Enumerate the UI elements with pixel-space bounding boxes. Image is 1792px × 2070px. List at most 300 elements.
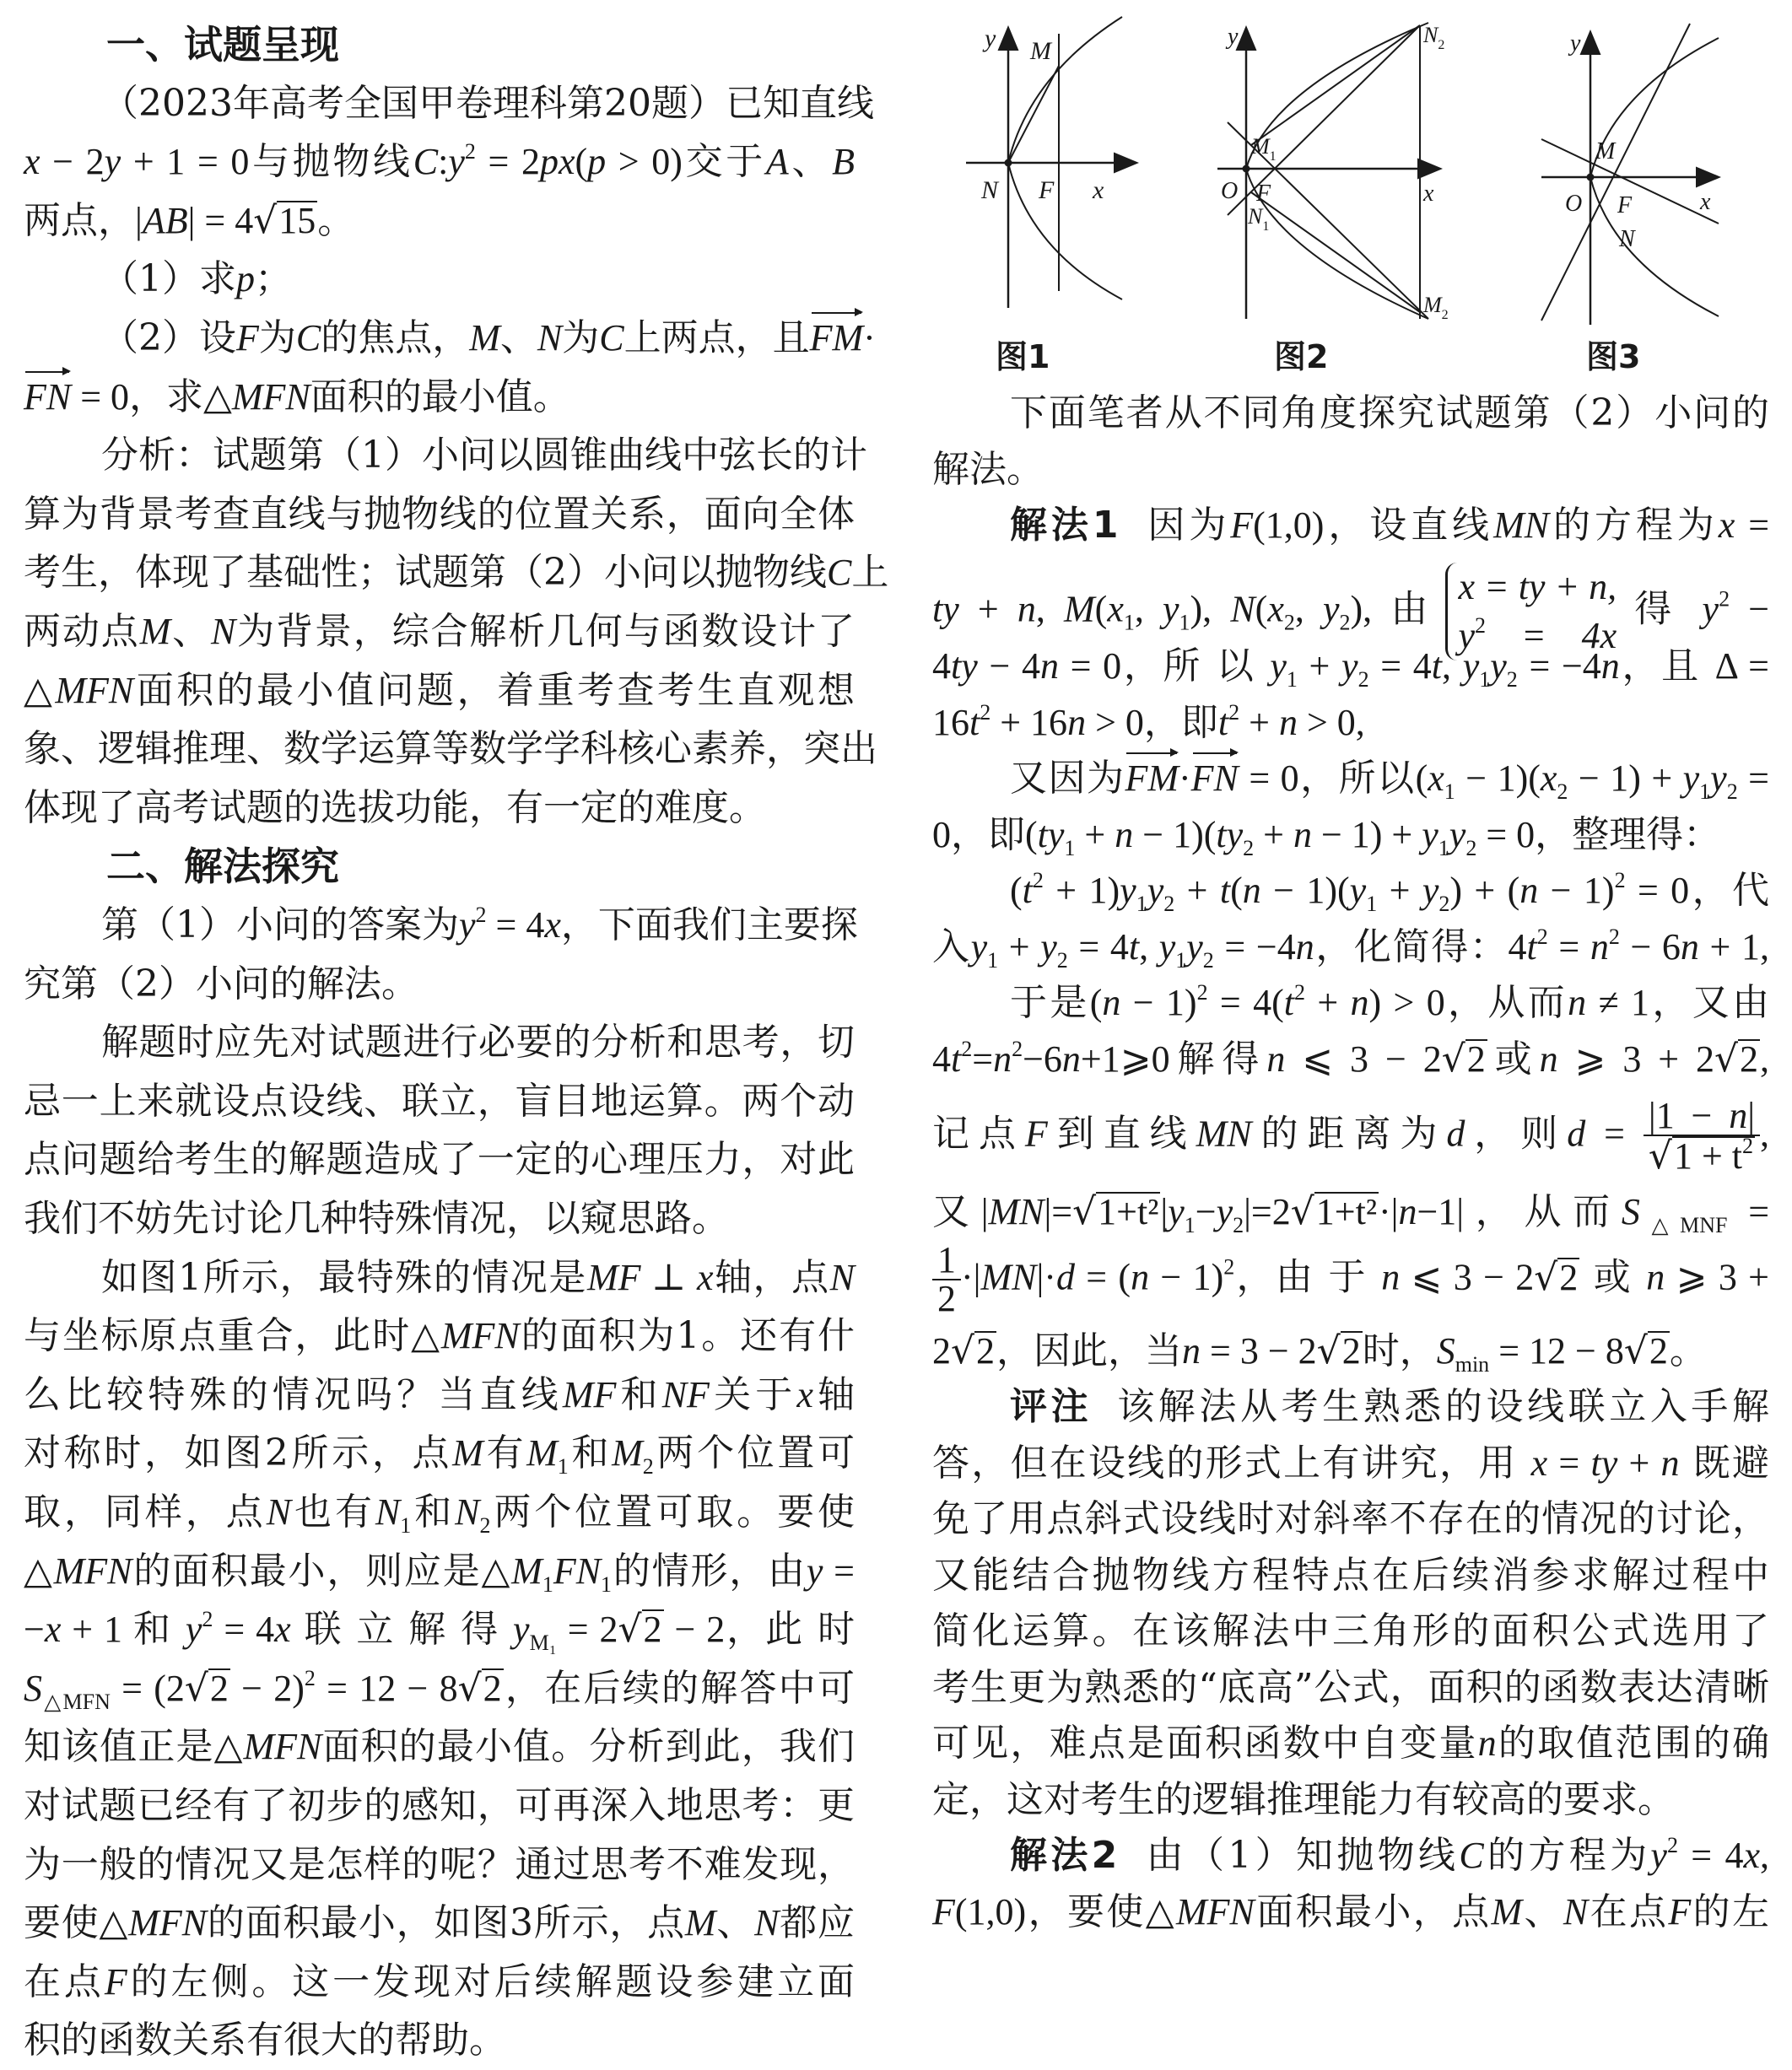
math-var: n — [1131, 1256, 1150, 1298]
math-text: ( — [1089, 982, 1103, 1023]
math-var: n — [1061, 1038, 1081, 1080]
math-text: > 0 — [1086, 701, 1144, 743]
math-var: F — [236, 317, 259, 358]
math-var: n — [1039, 645, 1059, 687]
text-run: 和 — [568, 1431, 613, 1475]
math-text: + 16 — [990, 701, 1068, 743]
text-line — [24, 1953, 855, 2012]
text-line — [932, 1239, 1769, 1319]
text-run: 么比较特殊的情况吗？当直线 — [24, 1372, 563, 1416]
superscript: 2 — [961, 1036, 973, 1061]
math-var: MFN — [128, 1902, 208, 1944]
sqrt-icon: √ — [184, 1666, 208, 1710]
text-run: 为 — [258, 316, 296, 359]
math-var: C — [599, 317, 624, 358]
sqrt-expression — [1291, 1191, 1379, 1232]
math-var: M — [526, 1432, 558, 1474]
label-n1: $N_1$ — [1248, 204, 1270, 234]
math-var: y — [806, 1550, 823, 1592]
math-text: ·| — [961, 1256, 981, 1298]
text-line — [24, 602, 855, 661]
math-var: x — [1743, 1835, 1760, 1876]
math-var: y — [1650, 1835, 1667, 1876]
text-line — [24, 309, 876, 368]
text-run: 的面积最小，如图3所示，点 — [207, 1901, 685, 1945]
text-line — [24, 661, 855, 720]
text-run: 定，这对考生的逻辑推理能力有较高的要求。 — [932, 1777, 1675, 1821]
text-run: 两个位置可取。要使 — [490, 1491, 856, 1534]
text-run: ，在后续的解答中可 — [503, 1666, 856, 1710]
math-var: MF — [586, 1256, 641, 1298]
text-run: 的面积最小，则应是△ — [132, 1549, 512, 1593]
sqrt-expression — [951, 1330, 996, 1372]
text-line — [932, 440, 1769, 499]
math-var: F — [1024, 1113, 1048, 1155]
subscript: 1 — [1184, 1212, 1196, 1237]
superscript: 2 — [202, 1607, 213, 1632]
text-run: 分析：试题第（1）小问以圆锥曲线中弦长的计 — [101, 434, 867, 477]
math-var: N — [455, 1491, 480, 1533]
math-var: n — [1067, 701, 1087, 743]
math-text: , — [1134, 588, 1163, 629]
math-var: y — [1449, 813, 1466, 855]
text-line — [24, 1248, 855, 1307]
text-run: 的距离为 — [1251, 1112, 1447, 1156]
math-var: FN — [553, 1550, 602, 1592]
text-run: 考生，体现了基础性；试题第（2）小问以抛物线 — [24, 551, 827, 595]
math-var: x — [1267, 588, 1284, 629]
math-var: M — [612, 1432, 643, 1474]
text-run: 。 — [1669, 1329, 1707, 1372]
math-var: t — [1217, 701, 1229, 743]
label-y: y — [985, 24, 996, 52]
subscript: 2 — [1283, 610, 1295, 634]
text-run: 答，但在设线的形式上有讲究，用 — [932, 1441, 1531, 1485]
label-y: y — [1570, 30, 1581, 57]
math-text: | — [1160, 1190, 1169, 1232]
math-text: = 12 − 8 — [1489, 1329, 1624, 1372]
math-text: , — [1760, 1113, 1770, 1155]
text-run: 要使△ — [24, 1901, 129, 1945]
math-text: · — [863, 317, 876, 358]
math-var: M — [139, 611, 171, 652]
subscript: 2 — [479, 1513, 491, 1538]
math-text: ⊥ — [640, 1256, 697, 1298]
math-var: d — [1446, 1113, 1465, 1155]
subscript: 2 — [1465, 835, 1477, 860]
text-run: 对试题已经有了初步的感知，可再深入地思考：更 — [24, 1784, 855, 1827]
text-run: ，因此，当 — [996, 1329, 1183, 1372]
text-run: （2023年高考全国甲卷理科第20题）已知直线 — [101, 81, 874, 125]
section-lead: 评注 — [1010, 1385, 1093, 1428]
math-text: ( — [1010, 870, 1023, 911]
sqrt-icon: √ — [1648, 1135, 1672, 1178]
math-var: x — [1428, 757, 1444, 799]
math-var: y — [1462, 645, 1480, 687]
superscript: 2 — [1608, 924, 1620, 949]
text-run: 于是 — [1010, 981, 1090, 1024]
math-text: = 4( — [1207, 982, 1284, 1023]
denominator — [1644, 1134, 1760, 1178]
text-line — [24, 426, 867, 485]
math-text: 16 — [932, 701, 969, 743]
text-run: 联 立 解 得 — [290, 1608, 514, 1652]
label-x: x — [1700, 189, 1711, 215]
line-nf — [1541, 24, 1690, 321]
text-run: 有 — [483, 1431, 527, 1475]
superscript: 2 — [464, 139, 476, 164]
sqrt-expression — [1317, 1330, 1363, 1372]
text-run: 到直线 — [1047, 1112, 1196, 1156]
math-var: N — [1563, 1890, 1589, 1933]
subscript: 2 — [1357, 667, 1369, 692]
text-run: 象、逻辑推理、数学运算等数学学科核心素养，突出 — [24, 727, 877, 771]
math-text: = −4 — [1517, 645, 1601, 687]
math-text: , — [1139, 925, 1159, 968]
math-var: px — [539, 141, 575, 183]
sqrt-expression — [253, 200, 317, 241]
math-text: · — [1178, 757, 1191, 799]
math-var: y — [459, 904, 476, 946]
subscript: 1 — [400, 1513, 412, 1538]
math-text: 0 — [932, 813, 951, 855]
text-line — [932, 1826, 1769, 1885]
math-text: ⩾ 3 + — [1665, 1256, 1769, 1298]
text-run: 交于 — [682, 140, 766, 184]
math-text: = 2 — [556, 1609, 618, 1651]
subscript: 1 — [1444, 779, 1455, 804]
sqrt-radicand: 2 — [643, 1609, 662, 1651]
math-text: +1⩾0 — [1080, 1038, 1170, 1080]
sqrt-icon: √ — [1534, 1255, 1558, 1299]
math-text: + — [1297, 645, 1342, 687]
subscript: 1 — [1123, 610, 1135, 634]
text-run: 时， — [1362, 1329, 1437, 1372]
vector: FM — [810, 309, 864, 368]
sqrt-icon: √ — [951, 1329, 975, 1372]
math-text: ( — [575, 141, 588, 183]
math-var: t — [1219, 870, 1231, 911]
superscript: 2 — [980, 699, 991, 725]
point-n — [1005, 159, 1012, 167]
text-run: 二、解法探究 — [106, 844, 339, 890]
text-run: ，化简得： — [1314, 924, 1509, 968]
text-run: ，由 于 — [1234, 1255, 1382, 1299]
sqrt-radicand: 2 — [209, 1667, 229, 1709]
math-var: t — [1526, 925, 1537, 968]
text-line — [24, 837, 855, 896]
math-var: x — [1718, 504, 1735, 546]
math-text: − 1)( — [1455, 757, 1541, 799]
math-var: y — [1162, 588, 1179, 629]
figure-3-caption: 图3 — [1586, 338, 1641, 375]
text-run: 的左侧。这一发现对后续解题设参建立面 — [127, 1959, 855, 2003]
math-text: − 2) — [229, 1667, 305, 1709]
text-run: ，要使△ — [1026, 1889, 1176, 1933]
math-text: = 0 — [1058, 645, 1122, 687]
text-run: 上两点，且 — [623, 316, 810, 359]
math-text: + — [1377, 870, 1422, 911]
label-m1: $M_1$ — [1251, 134, 1277, 164]
subscript: 1 — [987, 947, 999, 973]
sqrt-icon: √ — [1072, 1189, 1097, 1233]
math-var: MN — [980, 1256, 1037, 1298]
text-line — [932, 384, 1769, 443]
superscript: 2 — [1614, 868, 1626, 892]
text-run: 究第（2）小问的解法。 — [24, 962, 418, 1005]
math-var: n — [1266, 1038, 1286, 1080]
text-run: 。 — [317, 198, 355, 242]
text-run: 为 — [562, 316, 600, 359]
math-text: 2 — [932, 1329, 951, 1372]
text-run: ，代 — [1689, 869, 1769, 912]
math-var: t — [1431, 645, 1443, 687]
math-var: n — [1350, 982, 1369, 1023]
text-run: ，从而 — [1444, 981, 1568, 1024]
section-lead: 解法2 — [1010, 1834, 1118, 1877]
math-text: −6 — [1023, 1038, 1062, 1080]
vector: FM — [1125, 749, 1179, 808]
math-text: = — [1547, 1442, 1591, 1484]
text-run: 与抛物线 — [249, 140, 413, 184]
math-var: n — [1293, 813, 1312, 855]
math-var: n — [1477, 1722, 1497, 1764]
text-line — [932, 637, 1769, 696]
text-run: （2）设 — [101, 316, 236, 359]
text-run: 解得 — [1169, 1037, 1267, 1081]
text-line — [932, 1377, 1769, 1437]
subscript: 2 — [1233, 1212, 1244, 1237]
text-run: 解法。 — [932, 447, 1044, 491]
text-run: 解题时应先对试题进行必要的分析和思考，切 — [101, 1021, 855, 1065]
text-run: △ — [24, 668, 56, 712]
label-o: O — [1221, 178, 1239, 204]
math-text: , — [1294, 588, 1323, 629]
text-run: 对称时，如图2所示，点 — [24, 1431, 453, 1475]
math-var: x — [696, 1256, 714, 1298]
text-run: 简化运算。在该解法中三角形的面积公式选用了 — [932, 1609, 1769, 1652]
math-var: y — [1710, 757, 1727, 799]
text-run: ，设直线 — [1324, 504, 1494, 547]
text-line — [932, 1095, 1770, 1178]
text-line — [24, 779, 855, 838]
math-var: y — [1341, 645, 1358, 687]
math-var: y — [1702, 588, 1719, 629]
superscript: 2 — [1012, 1036, 1023, 1061]
text-line — [24, 485, 855, 544]
math-var: MN — [988, 1190, 1044, 1232]
math-text: ⩽ 3 − 2 — [1285, 1038, 1442, 1080]
text-line — [932, 1183, 1769, 1242]
math-text: |= — [1044, 1190, 1073, 1232]
math-var: y — [970, 925, 988, 968]
sqrt-icon: √ — [1290, 1189, 1314, 1233]
math-var: x — [796, 1373, 813, 1415]
math-text: ), — [1190, 588, 1231, 629]
text-run: 下面笔者从不同角度探究试题第（2）小问的 — [1010, 391, 1769, 434]
math-text: + — [1617, 1442, 1661, 1484]
text-line — [24, 896, 858, 955]
text-run: 为一般的情况又是怎样的呢？通过思考不难发现， — [24, 1842, 855, 1886]
text-run: 轴，点 — [713, 1255, 830, 1299]
superscript: 2 — [1742, 1134, 1754, 1158]
subscript: 2 — [1506, 667, 1518, 692]
math-text: − — [1195, 1190, 1217, 1232]
text-line — [24, 955, 855, 1014]
figure-row — [932, 0, 1769, 388]
math-var: MFN — [440, 1315, 520, 1357]
label-f: F — [1039, 176, 1055, 204]
math-text: , — [1760, 1038, 1770, 1080]
math-text: = — [1727, 1190, 1770, 1232]
text-run: 体现了高考试题的选拔功能，有一定的难度。 — [24, 785, 766, 829]
math-var: NF — [661, 1373, 710, 1415]
text-line — [24, 1836, 855, 1895]
math-text: = — [1735, 504, 1770, 546]
math-text: = ( — [1074, 1256, 1131, 1298]
subscript: 2 — [1243, 835, 1255, 860]
text-run: 一、试题呈现 — [106, 22, 339, 67]
fraction-one-half — [932, 1239, 961, 1319]
text-run: 面积的最小值问题，着重考查考生直观想 — [133, 668, 855, 712]
math-var: x — [544, 904, 561, 946]
math-var: ty — [1216, 813, 1244, 855]
math-var: ty — [951, 645, 978, 687]
text-run: 的方程为 — [1483, 1834, 1651, 1877]
math-var: A — [765, 141, 789, 183]
text-line — [24, 543, 889, 602]
superscript: 2 — [475, 903, 487, 927]
math-var: M — [684, 1902, 716, 1944]
text-run: = 4x — [1486, 614, 1617, 656]
math-text: , — [1035, 588, 1064, 629]
text-run: ，即 — [1143, 700, 1218, 744]
math-text: − 6 — [1619, 925, 1681, 968]
text-line — [24, 74, 874, 133]
subscript: 2 — [1557, 779, 1568, 804]
math-text: − 1) — [1538, 870, 1615, 911]
text-line — [24, 1366, 855, 1425]
text-run: 或 — [1579, 1255, 1647, 1299]
text-run: 因为 — [1143, 504, 1231, 547]
math-var: y — [1682, 757, 1700, 799]
text-run: 两动点 — [24, 610, 140, 653]
sqrt-expression — [1072, 1191, 1160, 1232]
subscript: 1 — [1179, 610, 1190, 634]
label-n2: $N_2$ — [1423, 23, 1445, 52]
text-run: 点问题给考生的解题造成了一定的心理压力，对此 — [24, 1138, 855, 1182]
subscript: 1 — [1438, 835, 1449, 860]
math-var: N — [266, 1491, 292, 1533]
text-run: 两点， — [24, 198, 135, 242]
math-var: y — [1490, 645, 1507, 687]
text-run: |1 − — [1648, 1095, 1730, 1136]
text-line — [24, 1013, 855, 1072]
sqrt-radicand: 1+t² — [1315, 1190, 1378, 1232]
math-text: + — [998, 925, 1041, 968]
sqrt-expression — [1442, 1038, 1487, 1080]
math-var: y — [1186, 925, 1203, 968]
math-text: − 4 — [977, 645, 1040, 687]
math-var: y — [1422, 870, 1439, 911]
subscript: 1 — [557, 1454, 569, 1480]
subscript: 1 — [1366, 892, 1378, 916]
math-text: = 2 — [475, 141, 540, 183]
sqrt-radicand: 2 — [483, 1667, 502, 1709]
math-text: = — [1737, 757, 1769, 799]
math-text: + 1) — [1043, 870, 1120, 911]
text-run: ； — [255, 257, 292, 301]
math-var: B — [832, 141, 855, 183]
superscript: 2 — [1666, 1833, 1678, 1857]
subscript: 1 — [1699, 779, 1711, 804]
math-text: + — [958, 588, 1017, 629]
text-run: 又能结合抛物线方程特点在后续消参求解过程中 — [932, 1553, 1769, 1597]
math-var: n — [1519, 870, 1539, 911]
math-var: y — [1158, 925, 1176, 968]
math-var: n — [1568, 982, 1587, 1023]
text-run: 在点 — [1588, 1889, 1669, 1933]
math-var: C — [295, 317, 321, 358]
text-run: 与坐标原点重合，此时△ — [24, 1314, 441, 1358]
math-var: y — [1323, 588, 1340, 629]
text-run: | — [1747, 1095, 1756, 1136]
text-run: 、 — [788, 140, 833, 184]
math-text: ), — [1350, 588, 1391, 629]
text-run: 的焦点， — [321, 316, 470, 359]
text-run: 的取值范围的确 — [1496, 1722, 1770, 1765]
subscript: △MFN — [42, 1689, 111, 1714]
math-text: : — [438, 141, 449, 183]
subscript: min — [1455, 1351, 1490, 1377]
sqrt-expression — [1534, 1257, 1579, 1298]
math-var: F — [932, 1890, 955, 1933]
math-var: M — [511, 1550, 542, 1592]
sqrt-radicand: 1+t² — [1098, 1190, 1159, 1232]
math-text: = — [823, 1550, 855, 1592]
math-text: − 1) — [1149, 1256, 1224, 1298]
text-line — [24, 1659, 855, 1718]
text-run: 忌一上来就设点设线、联立，盲目地运算。两个动 — [24, 1079, 855, 1123]
section-lead: 解法1 — [1010, 504, 1119, 547]
text-run: 上 — [851, 551, 889, 595]
text-line — [24, 1542, 855, 1601]
text-run: ，求△ — [129, 375, 232, 418]
label-y: y — [1228, 24, 1239, 50]
text-line — [24, 1776, 855, 1836]
math-var: t — [969, 701, 980, 743]
math-var: n — [1729, 1095, 1748, 1136]
text-run: 、 — [499, 316, 537, 359]
math-text: ( — [1255, 588, 1268, 629]
text-line — [24, 1072, 855, 1131]
math-var: C — [827, 552, 852, 594]
math-var: C — [413, 141, 439, 183]
math-var: n — [1278, 701, 1298, 743]
math-var: M — [1064, 588, 1095, 629]
math-var: C — [1459, 1835, 1484, 1876]
text-run: 和 — [411, 1491, 456, 1534]
math-var: t — [1128, 925, 1140, 968]
math-text: = 4 — [1368, 645, 1432, 687]
math-var: MFN — [1175, 1890, 1255, 1933]
subscript: 1 — [601, 1571, 613, 1597]
subscript: 1 — [1286, 667, 1298, 692]
figure-1 — [966, 8, 1169, 329]
superscript: 2 — [1228, 699, 1240, 725]
math-var: MFN — [53, 1550, 132, 1592]
sqrt-expression — [1714, 1038, 1760, 1080]
